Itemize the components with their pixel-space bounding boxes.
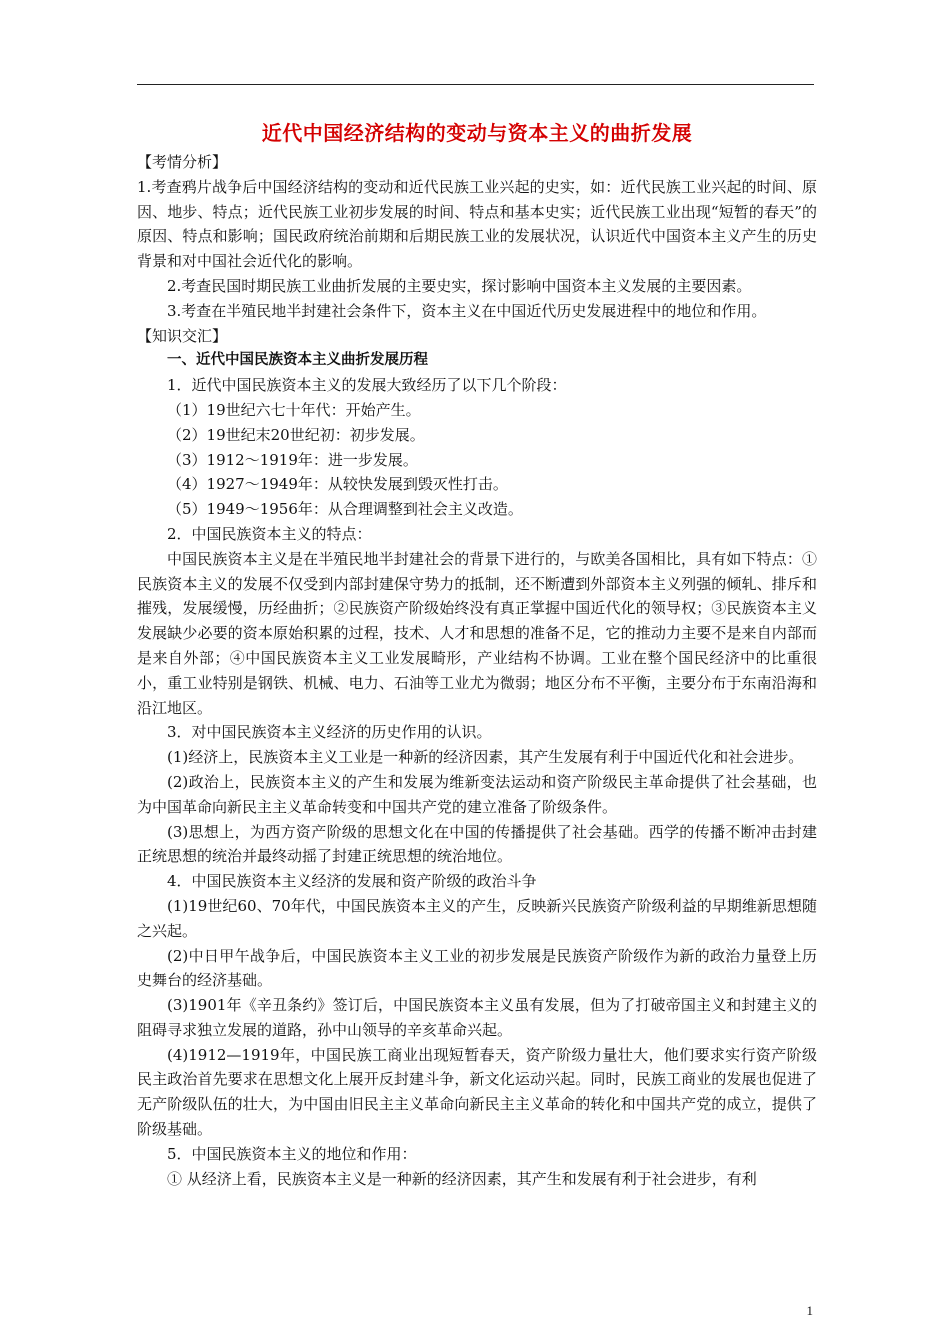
analysis-point-2: 2.考查民国时期民族工业曲折发展的主要史实，探讨影响中国资本主义发展的主要因素。 xyxy=(167,276,752,295)
section-heading-1: 一、近代中国民族资本主义曲折发展历程 xyxy=(167,352,428,369)
item-3-point: (3)思想上，为西方资产阶级的思想文化在中国的传播提供了社会基础。西学的传播不断冲击封建正统思想的统治并最终动摇了封建正统思想的统治地位。 xyxy=(137,822,817,866)
document-title: 近代中国经济结构的变动与资本主义的曲折发展 xyxy=(261,121,693,145)
item-2: 2．中国民族资本主义的特点： xyxy=(167,524,372,543)
item-4-point: (4)1912—1919年，中国民族工商业出现短暂春天，资产阶级力量壮大，他们要求实行资产阶级民主政治首先要求在思想文化上展开反封建斗争，新文化运动兴起。同时，民族工商业的发展也促进了无产阶级队伍的壮大，为中国由旧民主主义革命向新民主主义革命的转化和中国共产党的成立，提供了阶级基础。 xyxy=(137,1045,817,1139)
analysis-point-3: 3.考查在半殖民地半封建社会条件下，资本主义在中国近代历史发展进程中的地位和作用。 xyxy=(167,301,767,320)
stage-item: （3）1912～1919年：进一步发展。 xyxy=(167,450,418,469)
analysis-point-1: 1.考查鸦片战争后中国经济结构的变动和近代民族工业兴起的史实，如：近代民族工业兴起的时间、原因、地步、特点；近代民族工业初步发展的时间、特点和基本史实；近代民族工业出现“短暂的春天”的原因、特点和影响；国民政府统治前期和后期民族工业的发展状况，认识近代中国资本主义产生的历史背景和对中国社会近代化的影响。 xyxy=(137,177,817,271)
analysis-header: 【考情分析】 xyxy=(137,153,228,171)
item-3-point: (2)政治上，民族资本主义的产生和发展为维新变法运动和资产阶级民主革命提供了社会基础，也为中国革命向新民主主义革命转变和中国共产党的建立准备了阶级条件。 xyxy=(137,772,817,816)
stage-item: （5）1949～1956年：从合理调整到社会主义改造。 xyxy=(167,500,523,519)
header-rule xyxy=(137,84,814,85)
item-5: 5．中国民族资本主义的地位和作用： xyxy=(167,1144,417,1163)
document-body xyxy=(137,118,817,1191)
item-5-text: ① 从经济上看，民族资本主义是一种新的经济因素，其产生和发展有利于社会进步，有利 xyxy=(167,1169,757,1188)
stage-item: （2）19世纪末20世纪初：初步发展。 xyxy=(167,425,425,444)
item-2-text: 中国民族资本主义是在半殖民地半封建社会的背景下进行的，与欧美各国相比，具有如下特点：①民族资本主义的发展不仅受到内部封建保守势力的抵制，还不断遭到外部资本主义列强的倾轧、排斥和摧残，发展缓慢，历经曲折；②民族资产阶级始终没有真正掌握中国近代化的领导权；③民族资本主义发展缺少必要的资本原始积累的过程，技术、人才和思想的准备不足，它的推动力主要不是来自内部而是来自外部；④中国民族资本主义工业发展畸形，产业结构不协调。工业在整个国民经济中的比重很小，重工业特别是钢铁、机械、电力、石油等工业尤为微弱；地区分布不平衡，主要分布于东南沿海和沿江地区。 xyxy=(137,549,817,717)
stage-item: （4）1927～1949年：从较快发展到毁灭性打击。 xyxy=(167,475,508,494)
page-number: 1 xyxy=(806,1303,813,1318)
item-3-point: (1)经济上，民族资本主义工业是一种新的经济因素，其产生发展有利于中国近代化和社会进步。 xyxy=(167,748,804,767)
knowledge-header: 【知识交汇】 xyxy=(137,326,228,345)
item-4-point: (3)1901年《辛丑条约》签订后，中国民族资本主义虽有发展，但为了打破帝国主义和封建主义的阻碍寻求独立发展的道路，孙中山领导的辛亥革命兴起。 xyxy=(137,996,817,1039)
item-3: 3．对中国民族资本主义经济的历史作用的认识。 xyxy=(167,723,492,742)
item-4-point: (1)19世纪60、70年代，中国民族资本主义的产生，反映新兴民族资产阶级利益的早期维新思想随之兴起。 xyxy=(137,896,817,940)
stage-item: （1）19世纪六七十年代：开始产生。 xyxy=(167,400,421,419)
item-4: 4．中国民族资本主义经济的发展和资产阶级的政治斗争 xyxy=(167,872,537,891)
item-1: 1．近代中国民族资本主义的发展大致经历了以下几个阶段： xyxy=(167,376,567,395)
item-4-point: (2)中日甲午战争后，中国民族资本主义工业的初步发展是民族资产阶级作为新的政治力量登上历史舞台的经济基础。 xyxy=(137,946,817,990)
